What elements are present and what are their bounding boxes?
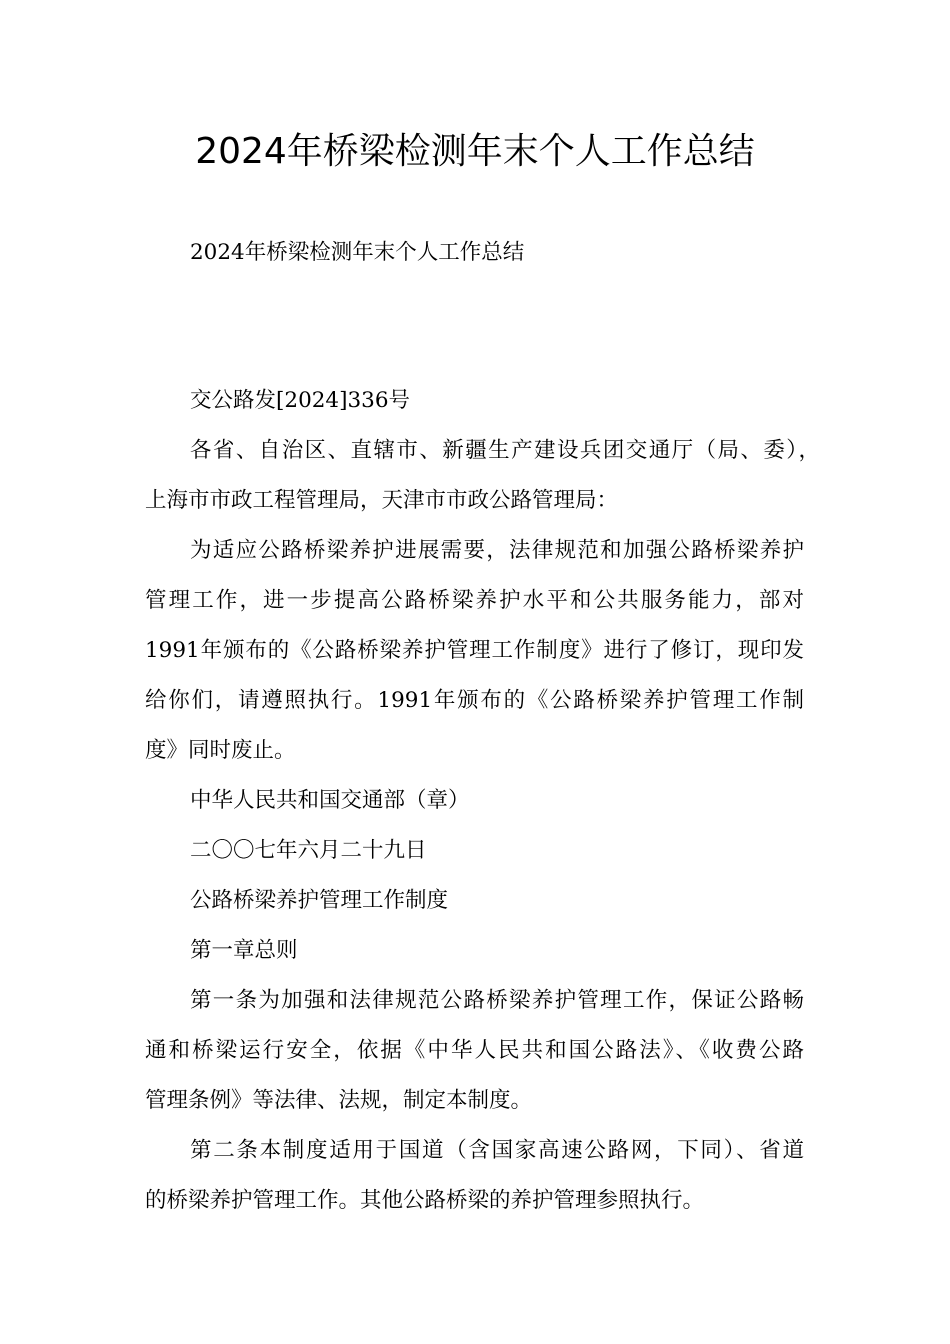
paragraph-line: 给你们，请遵照执行。1991年颁布的《公路桥梁养护管理工作制 [145, 688, 804, 713]
paragraph-line: 管理条例》等法律、法规，制定本制度。 [145, 1088, 533, 1113]
paragraph-line: 管理工作，进一步提高公路桥梁养护水平和公共服务能力，部对 [145, 588, 804, 613]
paragraph-line: 各省、自治区、直辖市、新疆生产建设兵团交通厅（局、委）， [190, 438, 820, 463]
paragraph-line: 为适应公路桥梁养护进展需要，法律规范和加强公路桥梁养护 [190, 538, 804, 563]
subtitle-line: 2024年桥梁检测年末个人工作总结 [190, 240, 525, 265]
paragraph-line: 第二条本制度适用于国道（含国家高速公路网，下同）、省道 [190, 1138, 804, 1163]
document-title: 2024年桥梁检测年末个人工作总结 [195, 131, 755, 172]
signature-line: 中华人民共和国交通部（章） [190, 788, 470, 813]
doc-number-line: 交公路发[2024]336号 [190, 388, 411, 413]
paragraph-line: 通和桥梁运行安全，依据《中华人民共和国公路法》、《收费公路 [145, 1038, 804, 1063]
chapter-heading: 第一章总则 [190, 938, 298, 963]
paragraph-line: 上海市市政工程管理局，天津市市政公路管理局： [145, 488, 619, 513]
paragraph-line: 第一条为加强和法律规范公路桥梁养护管理工作，保证公路畅 [190, 988, 804, 1013]
paragraph-line: 的桥梁养护管理工作。其他公路桥梁的养护管理参照执行。 [145, 1188, 705, 1213]
paragraph-line: 度》同时废止。 [145, 738, 296, 763]
section-heading: 公路桥梁养护管理工作制度 [190, 888, 449, 913]
date-line: 二〇〇七年六月二十九日 [190, 838, 427, 863]
paragraph-line: 1991年颁布的《公路桥梁养护管理工作制度》进行了修订，现印发 [145, 638, 804, 663]
